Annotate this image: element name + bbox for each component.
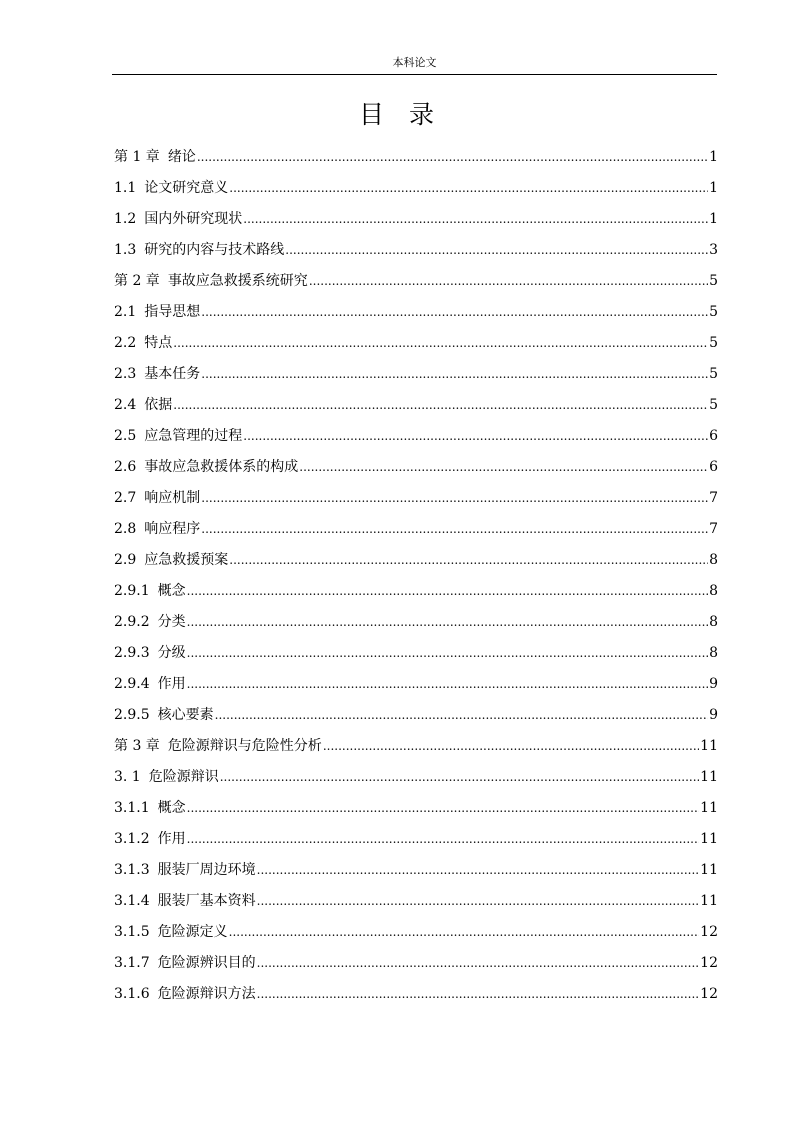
toc-entry[interactable] bbox=[114, 916, 718, 947]
dot-leader bbox=[257, 985, 700, 1003]
dot-leader bbox=[243, 427, 708, 445]
toc-entry-page: 9 bbox=[709, 675, 718, 692]
toc-entry-title: 应急管理的过程 bbox=[144, 427, 243, 444]
toc-entry[interactable] bbox=[114, 451, 718, 482]
dot-leader bbox=[243, 210, 708, 228]
dot-leader bbox=[229, 923, 700, 941]
toc-entry-title: 响应程序 bbox=[144, 520, 201, 537]
toc-entry-page: 7 bbox=[709, 520, 718, 537]
toc-entry[interactable] bbox=[114, 420, 718, 451]
toc-entry[interactable] bbox=[114, 544, 718, 575]
toc-entry-title: 危险源定义 bbox=[157, 923, 228, 940]
dot-leader bbox=[187, 644, 708, 662]
toc-entry-number: 3. 1 bbox=[114, 768, 141, 785]
toc-entry-number: 2.2 bbox=[114, 334, 137, 351]
toc-entry[interactable] bbox=[114, 389, 718, 420]
toc-entry-title: 响应机制 bbox=[144, 489, 201, 506]
dot-leader bbox=[187, 675, 708, 693]
dot-leader bbox=[309, 272, 708, 290]
dot-leader bbox=[201, 520, 708, 538]
toc-entry[interactable] bbox=[114, 265, 718, 296]
toc-entry-title: 概念 bbox=[157, 799, 186, 816]
toc-entry[interactable] bbox=[114, 358, 718, 389]
toc-entry-page: 11 bbox=[700, 861, 718, 878]
toc-entry-page: 11 bbox=[700, 768, 718, 785]
dot-leader bbox=[220, 768, 699, 786]
toc-entry[interactable] bbox=[114, 792, 718, 823]
toc-entry[interactable] bbox=[114, 141, 718, 172]
toc-entry[interactable] bbox=[114, 637, 718, 668]
toc-entry-number: 3.1.2 bbox=[114, 830, 150, 847]
toc-entry-title: 作用 bbox=[157, 830, 186, 847]
toc-entry[interactable] bbox=[114, 730, 718, 761]
toc-entry[interactable] bbox=[114, 327, 718, 358]
toc-entry-page: 1 bbox=[709, 210, 718, 227]
toc-entry-title: 概念 bbox=[157, 582, 186, 599]
toc-entry-page: 1 bbox=[709, 148, 718, 165]
toc-entry-page: 12 bbox=[700, 923, 718, 940]
toc-entry-page: 6 bbox=[709, 427, 718, 444]
dot-leader bbox=[197, 148, 708, 166]
toc-entry-title: 分级 bbox=[157, 644, 186, 661]
toc-entry-title: 特点 bbox=[144, 334, 173, 351]
toc-entry[interactable] bbox=[114, 761, 718, 792]
toc-entry-number: 1.3 bbox=[114, 241, 137, 258]
page-header bbox=[112, 52, 717, 75]
toc-entry-title: 基本任务 bbox=[144, 365, 201, 382]
dot-leader bbox=[201, 303, 708, 321]
dot-leader bbox=[201, 365, 708, 383]
toc-title: 目 录 bbox=[358, 100, 434, 129]
toc-entry-page: 5 bbox=[709, 303, 718, 320]
dot-leader bbox=[229, 551, 708, 569]
toc-entry-number: 1.2 bbox=[114, 210, 137, 227]
toc-entry-number: 第 2 章 bbox=[114, 272, 160, 289]
toc-entry[interactable] bbox=[114, 234, 718, 265]
toc-entry-title: 论文研究意义 bbox=[144, 179, 229, 196]
table-of-contents bbox=[114, 141, 718, 1009]
toc-entry-number: 第 1 章 bbox=[114, 148, 160, 165]
toc-entry-page: 5 bbox=[709, 272, 718, 289]
toc-entry-number: 2.9.3 bbox=[114, 644, 150, 661]
toc-entry-page: 11 bbox=[700, 799, 718, 816]
toc-entry[interactable] bbox=[114, 947, 718, 978]
dot-leader bbox=[187, 799, 700, 817]
toc-entry-title: 指导思想 bbox=[144, 303, 201, 320]
toc-entry-title: 研究的内容与技术路线 bbox=[144, 241, 285, 258]
toc-entry-page: 8 bbox=[709, 582, 718, 599]
toc-entry-page: 9 bbox=[709, 706, 718, 723]
dot-leader bbox=[173, 396, 708, 414]
toc-entry-number: 2.3 bbox=[114, 365, 137, 382]
toc-entry-page: 1 bbox=[709, 179, 718, 196]
toc-entry-page: 12 bbox=[700, 985, 718, 1002]
dot-leader bbox=[173, 334, 708, 352]
toc-entry[interactable] bbox=[114, 296, 718, 327]
toc-entry[interactable] bbox=[114, 978, 718, 1009]
toc-entry-page: 11 bbox=[700, 892, 718, 909]
toc-entry-number: 2.7 bbox=[114, 489, 137, 506]
toc-entry-title: 分类 bbox=[157, 613, 186, 630]
toc-entry-number: 3.1.7 bbox=[114, 954, 150, 971]
toc-entry-title: 危险源辩识与危险性分析 bbox=[167, 737, 322, 754]
toc-entry-page: 5 bbox=[709, 334, 718, 351]
toc-entry-title: 应急救援预案 bbox=[144, 551, 229, 568]
toc-entry-page: 7 bbox=[709, 489, 718, 506]
dot-leader bbox=[257, 861, 700, 879]
toc-entry-number: 2.9.2 bbox=[114, 613, 150, 630]
toc-entry-page: 8 bbox=[709, 613, 718, 630]
toc-entry-number: 3.1.5 bbox=[114, 923, 150, 940]
toc-entry-page: 12 bbox=[700, 954, 718, 971]
toc-entry-title: 国内外研究现状 bbox=[144, 210, 243, 227]
dot-leader bbox=[187, 613, 708, 631]
toc-entry-number: 2.9.4 bbox=[114, 675, 150, 692]
toc-entry[interactable] bbox=[114, 606, 718, 637]
toc-entry-title: 作用 bbox=[157, 675, 186, 692]
toc-entry[interactable] bbox=[114, 885, 718, 916]
toc-entry-page: 5 bbox=[709, 396, 718, 413]
toc-entry-number: 2.4 bbox=[114, 396, 137, 413]
toc-entry-number: 2.9.1 bbox=[114, 582, 150, 599]
toc-entry-number: 3.1.3 bbox=[114, 861, 150, 878]
dot-leader bbox=[257, 892, 700, 910]
toc-entry-number: 2.1 bbox=[114, 303, 137, 320]
toc-entry-number: 3.1.4 bbox=[114, 892, 150, 909]
toc-entry-number: 3.1.6 bbox=[114, 985, 150, 1002]
toc-entry[interactable] bbox=[114, 513, 718, 544]
dot-leader bbox=[187, 582, 708, 600]
toc-entry-number: 第 3 章 bbox=[114, 737, 160, 754]
toc-entry-number: 2.8 bbox=[114, 520, 137, 537]
toc-entry-page: 6 bbox=[709, 458, 718, 475]
dot-leader bbox=[299, 458, 708, 476]
toc-entry-title: 服装厂周边环境 bbox=[157, 861, 256, 878]
toc-entry-number: 2.9 bbox=[114, 551, 137, 568]
toc-entry-page: 11 bbox=[700, 737, 718, 754]
toc-entry-page: 8 bbox=[709, 551, 718, 568]
dot-leader bbox=[215, 706, 708, 724]
toc-entry-title: 绪论 bbox=[167, 148, 196, 165]
toc-entry-number: 2.6 bbox=[114, 458, 137, 475]
toc-entry-title: 事故应急救援体系的构成 bbox=[144, 458, 299, 475]
toc-entry[interactable] bbox=[114, 823, 718, 854]
toc-entry[interactable] bbox=[114, 854, 718, 885]
toc-entry-page: 8 bbox=[709, 644, 718, 661]
dot-leader bbox=[229, 179, 708, 197]
toc-entry-page: 5 bbox=[709, 365, 718, 382]
toc-entry-title: 危险源辩识方法 bbox=[157, 985, 256, 1002]
dot-leader bbox=[187, 830, 700, 848]
toc-entry[interactable] bbox=[114, 482, 718, 513]
toc-entry[interactable] bbox=[114, 699, 718, 730]
dot-leader bbox=[285, 241, 708, 259]
toc-entry[interactable] bbox=[114, 203, 718, 234]
toc-entry[interactable] bbox=[114, 668, 718, 699]
toc-entry-number: 2.5 bbox=[114, 427, 137, 444]
toc-entry[interactable] bbox=[114, 172, 718, 203]
toc-entry[interactable] bbox=[114, 575, 718, 606]
running-title: 本科论文 bbox=[392, 56, 437, 69]
dot-leader bbox=[257, 954, 700, 972]
toc-entry-title: 依据 bbox=[144, 396, 173, 413]
dot-leader bbox=[323, 737, 699, 755]
toc-entry-number: 2.9.5 bbox=[114, 706, 150, 723]
toc-entry-title: 危险源辨识目的 bbox=[157, 954, 256, 971]
toc-entry-title: 危险源辩识 bbox=[148, 768, 219, 785]
toc-entry-title: 核心要素 bbox=[157, 706, 214, 723]
toc-entry-number: 1.1 bbox=[114, 179, 137, 196]
toc-entry-number: 3.1.1 bbox=[114, 799, 150, 816]
toc-entry-page: 11 bbox=[700, 830, 718, 847]
toc-entry-title: 事故应急救援系统研究 bbox=[167, 272, 308, 289]
toc-entry-page: 3 bbox=[709, 241, 718, 258]
dot-leader bbox=[201, 489, 708, 507]
toc-entry-title: 服装厂基本资料 bbox=[157, 892, 256, 909]
